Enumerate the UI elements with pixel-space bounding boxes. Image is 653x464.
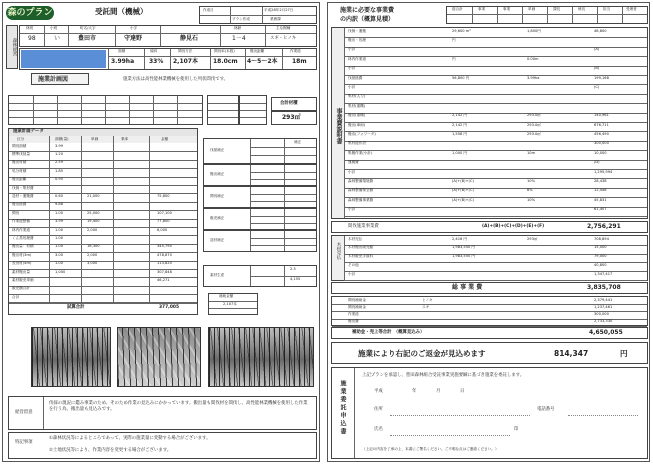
approval-header: 事業 bbox=[503, 7, 511, 11]
sales-row-rate: 293㎡ bbox=[527, 236, 538, 241]
calc-row-label: 販売額合計 bbox=[12, 286, 30, 291]
calc-row-quantity: 3.00 bbox=[55, 252, 64, 257]
road-value: 18m bbox=[292, 58, 307, 65]
calc-row-quantity: 3.99 bbox=[55, 143, 64, 148]
subsidy-table bbox=[331, 296, 648, 326]
contract-address-label: 住所 bbox=[374, 407, 383, 412]
cost-row-label: 搬出・処理 bbox=[348, 37, 366, 42]
cost-row-label: 集材道作設 bbox=[348, 141, 366, 146]
forest-col-label: 町名/大字 bbox=[80, 26, 96, 30]
contract-day-label: 日 bbox=[460, 389, 465, 394]
sales-row-label: 木材販売手数料 bbox=[348, 254, 374, 259]
plan-heading: 施業計画図 bbox=[38, 76, 69, 83]
cost-row-quantity: 1,000 円 bbox=[452, 150, 468, 155]
forest-col-label: 林齢 bbox=[234, 26, 242, 30]
parameter-strip-side bbox=[207, 95, 239, 125]
calc-row-quantity: 9.88 bbox=[55, 202, 64, 207]
total-cost-label: 総 事 業 費 bbox=[452, 284, 483, 291]
contract-year-label: 年 bbox=[412, 389, 417, 394]
approval-header: 受理者 bbox=[626, 7, 637, 11]
forest-col-label: 主な樹種 bbox=[276, 26, 291, 30]
row-divider bbox=[9, 227, 197, 228]
calc-row-label: くん蒸処理費 bbox=[12, 235, 34, 240]
cost-row-quantity: (A)+(B)+(C) bbox=[452, 188, 474, 193]
forest-plan-logo: 森のプラン bbox=[7, 8, 53, 18]
calc-row-label: 搬出材(3m) bbox=[12, 252, 32, 257]
calc-row-amount: 107,100 bbox=[157, 210, 172, 215]
contract-intro: 上記プランを承認し、豊田森林組合受託事業実施要綱に基づき施業を委託します。 bbox=[362, 373, 525, 378]
thinning-subtotal-formula: (A)+(B)+(C)+(D)+(E)+(F) bbox=[482, 224, 545, 229]
cost-row-rate: 293.0㎡ bbox=[527, 131, 541, 136]
calc-row-quantity: 3.99 bbox=[55, 219, 64, 224]
stats-label: 間伐方法 bbox=[178, 49, 193, 53]
cost-row-rate: 293.0㎡ bbox=[527, 113, 541, 118]
calc-header: 金額 bbox=[161, 137, 169, 141]
row-divider bbox=[344, 37, 647, 38]
calc-row-quantity: 1.00 bbox=[55, 235, 64, 240]
calc-row-unit-price: 2,000 bbox=[87, 252, 98, 257]
production-value: 2.3 bbox=[290, 267, 296, 271]
row-divider bbox=[344, 66, 647, 67]
total-volume-value-box bbox=[271, 111, 317, 125]
correction-label: 間伐補正 bbox=[210, 194, 225, 198]
calc-row-quantity: 1,000 bbox=[55, 269, 66, 274]
contract-name-label: 氏名 bbox=[374, 427, 383, 432]
contract-note: （上記の内容を了承の上、本書にご署名ください。ご不明な点はご連絡ください。） bbox=[362, 447, 499, 451]
cost-row-label: 集材(重機) bbox=[348, 103, 366, 108]
approval-header: 単価 bbox=[528, 7, 536, 11]
subsidy-row-amount: 2,733,330 bbox=[594, 319, 613, 324]
total-volume-value: 293㎡ bbox=[282, 114, 301, 121]
calc-header: 乗率 bbox=[121, 137, 129, 141]
row-divider bbox=[9, 151, 197, 152]
sales-side-label: 木材売払 bbox=[336, 242, 341, 260]
calc-header: 区分 bbox=[17, 137, 25, 141]
cost-row-label: 小計 bbox=[348, 207, 356, 212]
calc-row-amount: 345,790 bbox=[157, 244, 172, 249]
cost-row-rate: 293.0㎡ bbox=[527, 122, 541, 127]
subsidy-row-label: 間伐補助金 bbox=[348, 304, 366, 309]
document-title: 受託間（機械） bbox=[95, 7, 148, 16]
calc-row-amount: 478,870 bbox=[157, 252, 172, 257]
age-value: 1－4 bbox=[232, 35, 246, 42]
cost-row-label: 集材(人力) bbox=[348, 94, 366, 99]
calc-row-label: 林内作業道 bbox=[12, 227, 30, 232]
cost-row-amount: 48,800 bbox=[594, 28, 607, 33]
subsidy-box bbox=[208, 293, 258, 315]
expected-return-unit: 円 bbox=[620, 349, 628, 358]
plan-document-left-page bbox=[2, 2, 320, 462]
correction-label: 造材補正 bbox=[210, 238, 225, 242]
cost-breakdown-right-page bbox=[327, 2, 650, 462]
calc-row-unit-price: 3,000 bbox=[87, 261, 98, 266]
calc-header: 単価 bbox=[91, 137, 99, 141]
correction-block bbox=[203, 164, 317, 186]
approval-header: 課長 bbox=[553, 7, 561, 11]
cost-row-rate: 0.00m bbox=[527, 56, 539, 61]
cost-row-quantity: (A)+(B)+(C) bbox=[452, 197, 474, 202]
date-label: 作成日 bbox=[203, 8, 214, 12]
calc-row-amount: 46,271 bbox=[157, 277, 170, 282]
calc-row-label: 素材搬出量 bbox=[12, 269, 30, 274]
area-ha-value: 3.99ha bbox=[111, 58, 135, 65]
cost-row-label: 林内作業道 bbox=[348, 56, 366, 61]
calc-row-quantity: 1.85 bbox=[55, 168, 64, 173]
cost-row-amount: 10,000 bbox=[594, 150, 607, 155]
cost-row-quantity: 1,558 円 bbox=[452, 131, 468, 136]
row-divider bbox=[9, 286, 197, 287]
calculation-table bbox=[8, 128, 198, 315]
cost-row-amount: (C) bbox=[594, 84, 600, 89]
forest-color-bar bbox=[21, 50, 106, 68]
cost-row-label: 小計 bbox=[348, 47, 356, 52]
calc-row-label: 素材販売単価 bbox=[12, 277, 34, 282]
calc-row-quantity: 0.60 bbox=[55, 193, 64, 198]
subsidy-total-row bbox=[331, 327, 648, 339]
stats-label: 作業道 bbox=[290, 49, 301, 53]
contract-name-field[interactable] bbox=[390, 435, 510, 436]
sales-row-amount: 40,800 bbox=[594, 262, 607, 267]
subsidy-row-label: 搬出費 bbox=[348, 319, 359, 324]
approval-header: 係長 bbox=[578, 7, 586, 11]
trial-total-label: 試算合計 bbox=[67, 305, 85, 310]
thinning-rate-value: 18.0cm bbox=[213, 58, 238, 65]
cost-row-label: 伐倒・運搬 bbox=[348, 28, 366, 33]
total-cost-value: 3,835,708 bbox=[587, 284, 621, 291]
subsidy-row-amount: 300,000 bbox=[594, 311, 609, 316]
calc-row-label: 搬出量：材積 bbox=[12, 244, 34, 249]
management-notes-label: 経営留意 bbox=[15, 410, 33, 415]
sales-row-label: 木材搬出販売額 bbox=[348, 245, 374, 250]
total-cost-row bbox=[331, 282, 648, 294]
calc-row-unit-price: 19,400 bbox=[87, 219, 100, 224]
contract-phone-label: 電話番号 bbox=[537, 407, 555, 412]
cost-row-rate: 10m bbox=[527, 150, 536, 155]
subsidy-row-amount: 2,379,441 bbox=[594, 297, 613, 302]
approval-header: 担当 bbox=[603, 7, 611, 11]
calc-row-amount: 307,848 bbox=[157, 269, 172, 274]
forest-location-table bbox=[19, 25, 317, 47]
expected-return-text: 施業により右記のご返金が見込めます bbox=[358, 349, 486, 358]
correction-block bbox=[203, 186, 317, 208]
calc-row-quantity: 1.00 bbox=[55, 210, 64, 215]
cost-row-amount: 45,831 bbox=[594, 197, 607, 202]
cost-row-label: 伐採経費 bbox=[348, 75, 363, 80]
sales-row-amount: 79,000 bbox=[594, 254, 607, 259]
sales-row-amount: 15,000 bbox=[594, 245, 607, 250]
stats-label: 面積 bbox=[118, 49, 126, 53]
correction-label: 販売補正 bbox=[210, 216, 225, 220]
calc-row-amount: 77,800 bbox=[157, 219, 170, 224]
approval-header: 総合計 bbox=[452, 7, 463, 11]
contract-application-form bbox=[331, 367, 648, 459]
cost-table bbox=[331, 27, 648, 219]
cost-row-rate: 10% bbox=[527, 197, 535, 202]
expected-return-value: 814,347 bbox=[554, 349, 589, 358]
plan-maker-label: プラン作成 bbox=[232, 17, 250, 21]
subsidy-row-amount: 1,237,461 bbox=[594, 304, 613, 309]
slope-value: 33% bbox=[149, 58, 164, 65]
calc-row-label: 間伐面積 bbox=[12, 143, 27, 148]
correction-label: 伐採補正 bbox=[210, 148, 225, 152]
cost-row-amount: 1,295,994 bbox=[594, 169, 613, 174]
row-divider bbox=[344, 160, 647, 161]
production-label: 素材生産 bbox=[210, 273, 225, 277]
correction-label: 搬出補正 bbox=[210, 172, 225, 176]
calc-row-unit-price: 25,000 bbox=[87, 210, 100, 215]
cost-row-label: 搬出(車両) bbox=[348, 122, 366, 127]
calc-row-label: 搬出距離 bbox=[12, 177, 27, 182]
sales-row-label: 木材売払 bbox=[348, 236, 363, 241]
sales-table bbox=[331, 235, 648, 281]
row-divider bbox=[9, 160, 197, 161]
calc-row-amount: 113,820 bbox=[157, 261, 172, 266]
row-divider bbox=[344, 216, 647, 217]
cost-row-rate: 6% bbox=[527, 188, 533, 193]
shipping-value: 4,155 bbox=[290, 277, 301, 281]
thinning-count-value: 2,107本 bbox=[173, 58, 198, 65]
cost-row-quantity: (A)+(B)+(C) bbox=[452, 178, 474, 183]
calc-row-amount: 6,000 bbox=[157, 227, 168, 232]
calc-row-quantity: 2.59 bbox=[55, 160, 64, 165]
area-sub-value: 静見石 bbox=[180, 35, 199, 42]
row-divider bbox=[9, 168, 197, 169]
cost-row-quantity: 56,800 円 bbox=[452, 75, 470, 80]
cost-row-amount: (A) bbox=[594, 47, 600, 52]
calc-row-label: 標準伐採量 bbox=[12, 151, 30, 156]
date-value: 平成28年2月27日 bbox=[264, 8, 294, 12]
forest-col-label: 林班 bbox=[26, 26, 34, 30]
plan-maker-value: 業務課 bbox=[270, 17, 281, 21]
cost-row-amount: 12,448 bbox=[594, 188, 607, 193]
special-notes bbox=[8, 432, 317, 459]
cost-row-amount: 300,000 bbox=[594, 141, 609, 146]
calc-row-quantity: 1.00 bbox=[55, 244, 64, 249]
correction-block bbox=[203, 230, 317, 252]
calc-row-unit-price: 21,000 bbox=[87, 193, 100, 198]
header-info-box bbox=[199, 6, 317, 24]
calc-row-amount: 75,800 bbox=[157, 193, 170, 198]
contract-era-label: 平成 bbox=[374, 389, 383, 394]
calculation-table-title: 施業計画データ bbox=[13, 129, 44, 134]
calc-row-quantity: 1.00 bbox=[55, 261, 64, 266]
stats-label: 搬出距離 bbox=[250, 49, 265, 53]
cost-row-label: 森林整備保全費 bbox=[348, 188, 374, 193]
forest-col-label: 小班 bbox=[50, 26, 58, 30]
forest-stats-table bbox=[19, 48, 317, 70]
parameter-strip-side2 bbox=[239, 95, 267, 125]
row-divider bbox=[9, 202, 197, 203]
calc-row-quantity: 1.20 bbox=[55, 151, 64, 156]
cost-row-amount: 28,438 bbox=[594, 178, 607, 183]
thinning-subtotal-value: 2,756,291 bbox=[587, 223, 621, 230]
subsidy-total-label: 補助金・売上等合計 （概算見込み） bbox=[352, 330, 425, 335]
cost-row-amount: (D) bbox=[594, 160, 600, 165]
cost-row-quantity: 2,142 円 bbox=[452, 122, 468, 127]
correction-block bbox=[203, 138, 317, 164]
cost-row-label: 森林整備環境費 bbox=[348, 178, 374, 183]
approval-stamp-table bbox=[446, 6, 648, 24]
calc-row-label: 搬出経費 bbox=[12, 202, 27, 207]
sales-row-quantity: 1,983,550 円 bbox=[452, 245, 476, 250]
row-divider bbox=[9, 235, 197, 236]
calc-row-label: 合計 bbox=[12, 294, 20, 299]
special-note-item: ①森林状況等によるところであって、実際の施業量に変動する場合がございます。 bbox=[49, 436, 211, 441]
row-divider bbox=[344, 103, 647, 104]
sales-row-amount: 708,894 bbox=[594, 236, 609, 241]
cost-row-label: 搬出(重機) bbox=[348, 113, 366, 118]
cost-row-amount: 676,711 bbox=[594, 122, 609, 127]
correction-header: 補正 bbox=[294, 140, 302, 144]
parameter-strip bbox=[8, 95, 203, 125]
contract-phone-field[interactable] bbox=[568, 415, 638, 416]
species-value: スギ・ヒノキ bbox=[270, 36, 297, 41]
cost-row-rate: 3.99ha bbox=[527, 75, 540, 80]
subsidy-row-species: スギ bbox=[422, 304, 430, 309]
cost-row-label: 搬出(フォワーダ) bbox=[348, 131, 376, 136]
stats-label: 間伐率(本数) bbox=[214, 49, 235, 53]
management-notes bbox=[8, 396, 317, 430]
cost-row-label: 小計 bbox=[348, 66, 356, 71]
calc-row-label: 搬出材積 bbox=[12, 160, 27, 165]
cost-row-amount: 61,407 bbox=[594, 207, 607, 212]
subsidy-value: 2,107本 bbox=[223, 302, 237, 306]
row-divider bbox=[344, 280, 647, 281]
cost-row-quantity: 29,600 m³ bbox=[452, 28, 471, 33]
contract-address-field[interactable] bbox=[390, 415, 530, 416]
row-divider bbox=[9, 294, 197, 295]
expected-return-box bbox=[331, 342, 648, 364]
subsidy-row-label: 間伐補助金 bbox=[348, 297, 366, 302]
cost-row-label: 集搬作業(小計) bbox=[348, 150, 373, 155]
area-name-value: 守達野 bbox=[124, 35, 143, 42]
trial-total-value: 377,005 bbox=[159, 305, 179, 310]
cost-title: 施業に必要な事業費 bbox=[340, 7, 395, 14]
thinning-subtotal-label: 間伐施業事業費 bbox=[348, 224, 379, 229]
total-volume-label-box bbox=[271, 97, 317, 111]
cost-row-amount: 456,490 bbox=[594, 131, 609, 136]
contract-side-label: 施業委託申込書 bbox=[339, 380, 346, 436]
calc-row-unit-price: 16,300 bbox=[87, 244, 100, 249]
distance-value: 4～5～2本 bbox=[247, 58, 278, 65]
calc-row-label: 長伐材(4m) bbox=[12, 261, 32, 266]
calc-row-quantity: 1.00 bbox=[55, 227, 64, 232]
cost-row-quantity: 円 bbox=[452, 37, 456, 42]
forest-col-label: 小字 bbox=[130, 26, 138, 30]
cost-side-label: 事業費説明書 bbox=[335, 108, 342, 144]
cost-row-amount: (B) bbox=[594, 66, 600, 71]
subsidy-row-label: 作業道 bbox=[348, 311, 359, 316]
cost-row-rate: 10% bbox=[527, 178, 535, 183]
sales-row-label: 小計 bbox=[348, 271, 356, 276]
row-divider bbox=[344, 47, 647, 48]
sales-row-label: その他 bbox=[348, 262, 359, 267]
contract-seal-label: 印 bbox=[514, 427, 519, 432]
correction-block bbox=[203, 208, 317, 230]
calc-row-label: 作業道整備 bbox=[12, 219, 30, 224]
total-volume-label: 合計材積 bbox=[280, 101, 298, 106]
cost-subtitle: の内訳（概算見積） bbox=[340, 16, 395, 23]
row-divider bbox=[344, 94, 647, 95]
subsidy-row-species: ヒノキ bbox=[422, 297, 433, 302]
cost-row-label: 小計 bbox=[348, 169, 356, 174]
thinning-subtotal-row bbox=[331, 221, 648, 233]
calc-row-label: 処分材積 bbox=[12, 168, 27, 173]
cost-row-label: 運搬費 bbox=[348, 160, 359, 165]
calc-row-quantity: 0.95 bbox=[55, 177, 64, 182]
forest-side-label: 森林経営 bbox=[6, 25, 18, 69]
special-notes-label: 特記事項 bbox=[15, 440, 33, 445]
compartment-value: 98 bbox=[28, 35, 36, 42]
row-divider bbox=[344, 56, 647, 57]
subsidy-total-value: 4,650,055 bbox=[589, 329, 623, 336]
plan-heading-box bbox=[31, 73, 89, 85]
calc-header: 面積(量) bbox=[55, 137, 69, 141]
row-divider bbox=[9, 177, 197, 178]
stats-label: 傾斜 bbox=[150, 49, 158, 53]
calc-row-label: 間伐 bbox=[12, 210, 20, 215]
town-value: 豊田市 bbox=[78, 35, 97, 42]
cost-row-rate: 1,800円 bbox=[527, 28, 541, 33]
forest-photo bbox=[208, 327, 314, 387]
cost-row-quantity: 2,142 円 bbox=[452, 113, 468, 118]
sales-row-quantity: 1,983,550 円 bbox=[452, 254, 476, 259]
cost-row-amount: 140,961 bbox=[594, 113, 609, 118]
row-divider bbox=[9, 185, 197, 186]
special-note-item: ②土地状況等により、作業内容を変更する場合がございます。 bbox=[49, 448, 172, 453]
calc-row-label: 伐倒・集材費 bbox=[12, 185, 34, 190]
calc-row-unit-price: 2,000 bbox=[87, 227, 98, 232]
cost-row-amount: 199,168 bbox=[594, 75, 609, 80]
row-divider bbox=[344, 84, 647, 85]
forest-photo bbox=[31, 327, 111, 387]
sales-row-quantity: 2,416 円 bbox=[452, 236, 468, 241]
cost-row-label: 小計 bbox=[348, 84, 356, 89]
sales-row-amount: 1,347,417 bbox=[594, 271, 613, 276]
approval-header: 事業 bbox=[478, 7, 486, 11]
cost-row-quantity: 円 bbox=[452, 56, 456, 61]
contract-month-label: 月 bbox=[436, 389, 441, 394]
management-notes-text: 伐採の現況に鑑み事業のため、そのため作業の見込みにかかっています。搬出量も間伐材を間伐し、高性能林業機械を使用した作業を行う為、搬出量も見込みです。 bbox=[49, 401, 308, 412]
production-summary bbox=[203, 265, 317, 287]
plan-note: 施業方法は高性能林業機械を使用した列状間伐です。 bbox=[123, 77, 229, 82]
subcompartment-value: い bbox=[54, 35, 61, 42]
forest-photo bbox=[117, 327, 201, 387]
subsidy-label: 補助金額 bbox=[219, 294, 234, 298]
cost-row-label: 森林整備事業費 bbox=[348, 197, 374, 202]
calc-row-label: 造材・運搬費 bbox=[12, 193, 34, 198]
